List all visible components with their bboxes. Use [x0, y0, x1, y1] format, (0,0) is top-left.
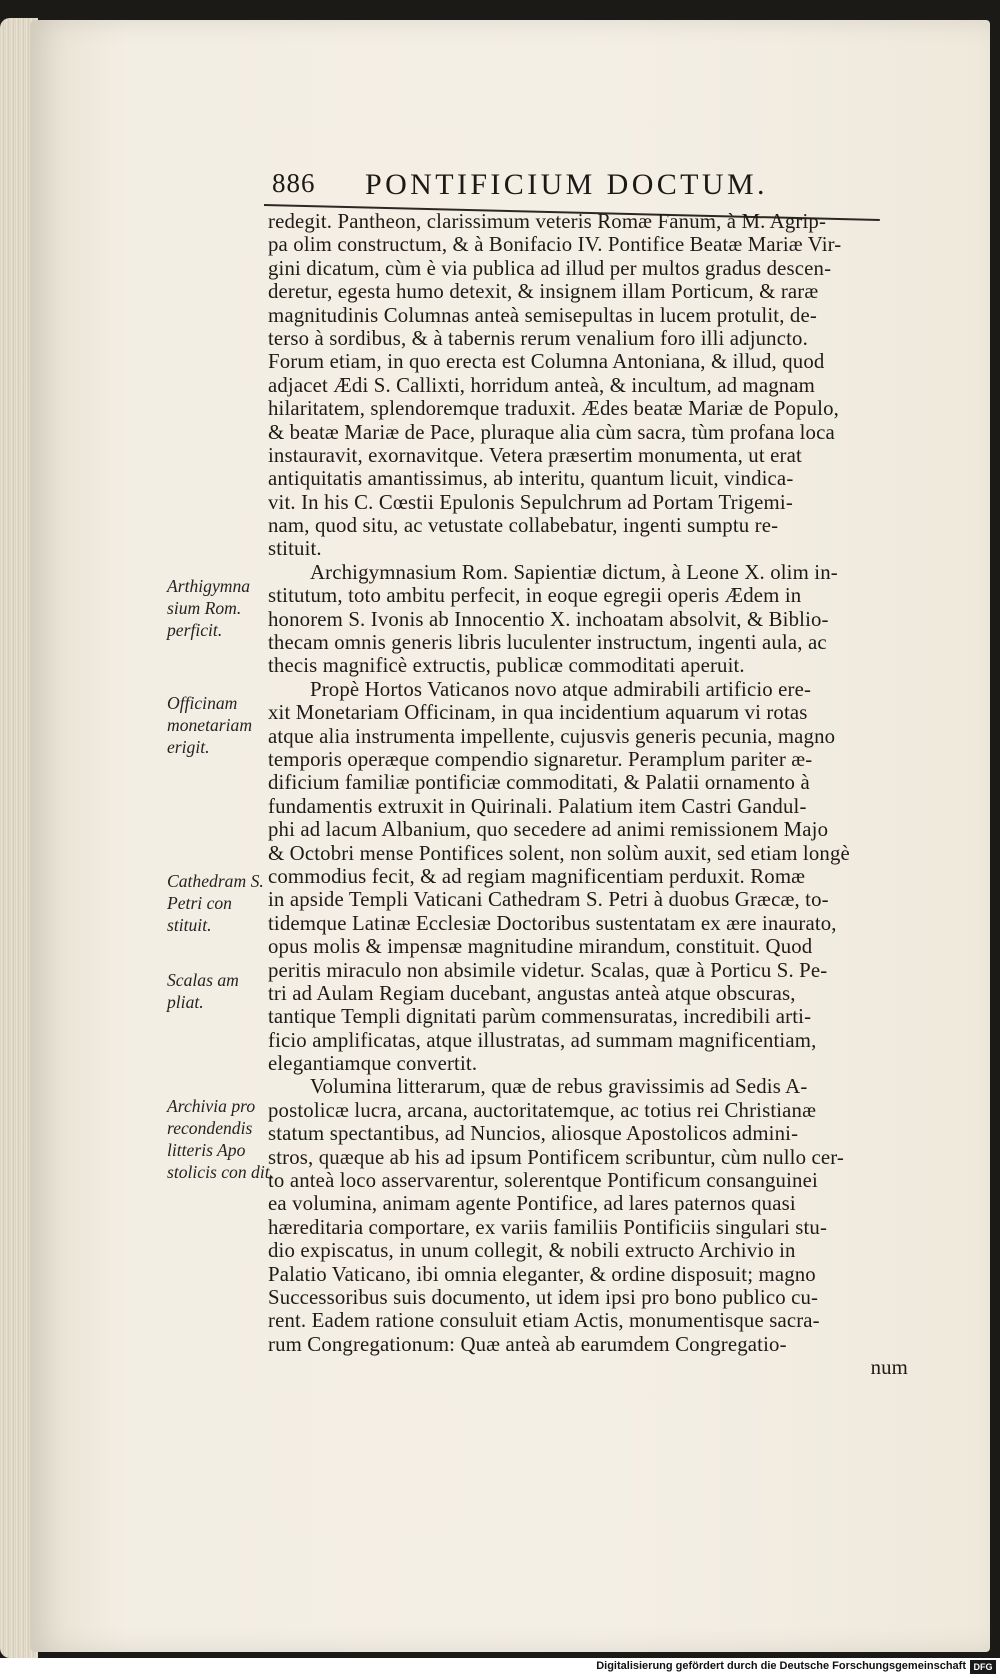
text-line: thecis magnificè extructis, publicæ commoditati aperuit.	[268, 654, 745, 678]
text-line: tidemque Latinæ Ecclesiæ Doctoribus sustentatam ex ære inaurato,	[268, 911, 837, 935]
text-line: deretur, egesta humo detexit, & insignem illam Porticum, & raræ	[268, 280, 819, 304]
running-head	[272, 168, 872, 208]
margin-note: Archivia pro recondendis litteris Apo stolicis con dit.	[167, 1096, 275, 1182]
text-line: tri ad Aulam Regiam ducebant, angustas anteà atque obscuras,	[268, 981, 796, 1005]
text-line: xit Monetariam Officinam, in qua incidentium aquarum vi rotas	[268, 701, 808, 725]
text-line: statum spectantibus, ad Nuncios, aliosque Apostolicos admini-	[268, 1122, 799, 1146]
text-line: hæreditaria comportare, ex variis familiis Pontificiis singulari stu-	[268, 1215, 828, 1239]
text-line: opus molis & impensæ magnitudine mirandum, constituit. Quod	[268, 935, 813, 959]
text-line: peritis miraculo non absimile videtur. Scalas, quæ à Porticu S. Pe-	[268, 958, 828, 982]
text-line: ficio amplificatas, atque illustratas, ad summam magnificentiam,	[268, 1028, 817, 1052]
text-line: dio expiscatus, in unum collegit, & nobili extructo Archivio in	[268, 1239, 796, 1263]
text-line: phi ad lacum Albanium, quo secedere ad animi remissionem Majo	[268, 818, 829, 842]
main-text	[268, 210, 908, 1380]
text-line: hilaritatem, splendoremque traduxit. Ædes beatæ Mariæ de Populo,	[268, 397, 840, 421]
margin-note: Arthigymna sium Rom. perficit.	[167, 576, 251, 640]
text-line: temporis operæque compendio signaretur. Peramplum pariter æ-	[268, 747, 813, 771]
footer-credit: Digitalisierung gefördert durch die Deutsche Forschungsgemeinschaft	[596, 1660, 966, 1672]
text-line: terso à sordibus, & à tabernis rerum venalium foro illi adjuncto.	[268, 326, 808, 350]
text-line: stros, quæque ab his ad ipsum Pontificem scribuntur, cùm nullo cer-	[268, 1145, 845, 1169]
text-line: nam, quod situ, ac vetustate collabebatur, ingenti sumptu re-	[268, 514, 779, 538]
text-line: dificium familiæ pontificiæ commoditati, & Palatii ornamento à	[268, 771, 810, 795]
page-title: PONTIFICIUM DOCTUM.	[365, 168, 768, 201]
text-line: fundamentis extruxit in Quirinali. Palatium item Castri Gandul-	[268, 794, 807, 818]
margin-note: Cathedram S. Petri con stituit.	[167, 871, 264, 935]
page-number: 886	[272, 168, 316, 198]
text-line: thecam omnis generis libris luculenter instructum, ingenti aula, ac	[268, 631, 827, 655]
text-line: pa olim constructum, & à Bonifacio IV. Pontifice Beatæ Mariæ Vir-	[268, 233, 842, 257]
margin-note: Officinam monetariam erigit.	[167, 693, 253, 757]
text-line: to anteà loco asservarentur, solerentque Pontificum consanguinei	[268, 1169, 818, 1193]
text-line: Propè Hortos Vaticanos novo atque admirabili artificio ere-	[310, 677, 812, 701]
text-line: redegit. Pantheon, clarissimum veteris Romæ Fanum, à M. Agrip-	[268, 210, 827, 233]
text-line: Volumina litterarum, quæ de rebus gravissimis ad Sedis A-	[310, 1075, 808, 1099]
text-line: honorem S. Ivonis ab Innocentio X. inchoatam absolvit, & Biblio-	[268, 607, 829, 631]
text-line: postolicæ lucra, arcana, auctoritatemque, ac totius rei Christianæ	[268, 1098, 817, 1122]
text-line: Palatio Vaticano, ibi omnia eleganter, & ordine disposuit; magno	[268, 1262, 816, 1286]
footer-bar	[0, 1658, 1000, 1678]
text-line: stituit.	[268, 537, 322, 561]
text-line: atque alia instrumenta impellente, cujusvis generis pecunia, magno	[268, 724, 836, 748]
text-line: rent. Eadem ratione consuluit etiam Actis, monumentisque sacra-	[268, 1309, 820, 1333]
text-line: adjacet Ædi S. Callixti, horridum anteà, & incultum, ad magnam	[268, 373, 816, 397]
text-line: magnitudinis Columnas anteà semisepultas in lucem protulit, de-	[268, 303, 817, 327]
text-line: tantique Templi dignitati parùm commensuratas, incredibili arti-	[268, 1005, 812, 1029]
margin-note: Scalas am pliat.	[167, 970, 239, 1012]
text-line: in apside Templi Vaticani Cathedram S. Petri à duobus Græcæ, to-	[268, 888, 829, 912]
dfg-logo: DFG	[970, 1660, 996, 1674]
text-line: Successoribus suis documento, ut idem ipsi pro bono publico cu-	[268, 1285, 819, 1309]
text-line: gini dicatum, cùm è via publica ad illud per multos gradus descen-	[268, 256, 832, 280]
text-line: stitutum, toto ambitu perfecit, in eoque egregii operis Ædem in	[268, 584, 802, 608]
text-line: Forum etiam, in quo erecta est Columna Antoniana, & illud, quod	[268, 350, 825, 374]
text-line: num	[870, 1356, 908, 1380]
text-line: elegantiamque convertit.	[268, 1052, 478, 1076]
text-line: antiquitatis amantissimus, ab interitu, quantum licuit, vindica-	[268, 467, 794, 491]
text-line: vit. In his C. Cœstii Epulonis Sepulchrum ad Portam Trigemi-	[268, 490, 793, 514]
text-line: & beatæ Mariæ de Pace, pluraque alia cùm sacra, tùm profana loca	[268, 420, 835, 444]
text-line: instauravit, exornavitque. Vetera præsertim monumenta, ut erat	[268, 443, 802, 467]
text-line: Archigymnasium Rom. Sapientiæ dictum, à Leone X. olim in-	[310, 560, 838, 584]
text-line: ea volumina, animam agente Pontifice, ad lares paternos quasi	[268, 1192, 796, 1216]
text-line: commodius fecit, & ad regiam magnificentiam perduxit. Romæ	[268, 864, 806, 888]
text-line: rum Congregationum: Quæ anteà ab earumdem Congregatio-	[268, 1332, 787, 1356]
text-line: & Octobri mense Pontifices solent, non solùm auxit, sed etiam longè	[268, 841, 850, 865]
